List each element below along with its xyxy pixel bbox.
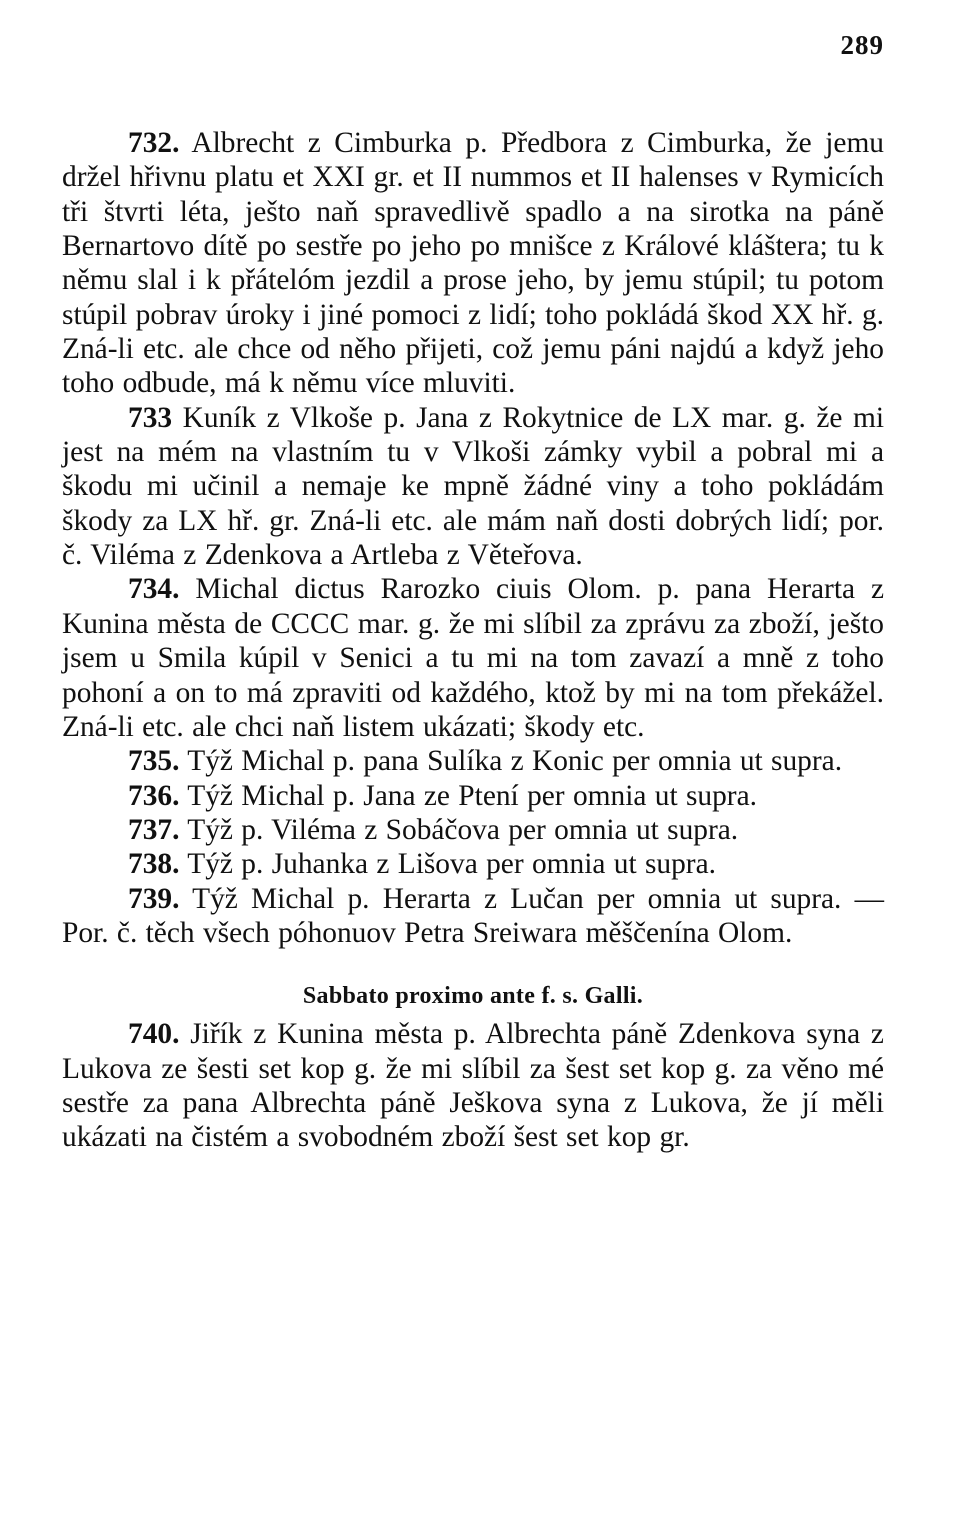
entry-text: Kuník z Vlkoše p. Jana z Rokytnice de LX mar. g. že mi jest na mém na vlastním tu v Vlkoši zámky vybil a pobral mi a škodu mi učinil a nemaje ke mpně žádné viny a toho pokládám škody za LX hř. gr. Zná-li etc. ale mám naň dosti dobrých lidí; por. č. Viléma z Zdenkova a Artleba z Věteřova.	[62, 401, 884, 572]
text-block	[62, 126, 884, 1155]
entry-737	[62, 813, 884, 847]
entry-text: Albrecht z Cimburka p. Předbora z Cimburka, že jemu držel hřivnu platu et XXI gr. et II nummos et II halenses v Rymicích tři štvrti léta, ješto naň spravedlivě spadlo a na sirotka na páně Bernartovo dítě po sestře po jeho po mnišce z Králové kláštera; tu k němu slal i k přátelóm jezdil a prose jeho, by jemu stúpil; tu potom stúpil pobrav úroky i jiné pomoci z lidí; toho pokládá škod XX hř. g. Zná-li etc. ale chce od něho přijeti, což jemu páni najdú a když jeho toho odbude, má k němu více mluviti.	[62, 127, 884, 400]
entry-text: Týž Michal p. pana Sulíka z Konic per omnia ut supra.	[187, 745, 843, 778]
entry-text: Týž p. Juhanka z Lišova per omnia ut supra.	[187, 848, 716, 881]
entry-text: Jiřík z Kunina města p. Albrechta páně Zdenkova syna z Lukova ze šesti set kop g. že mi slíbil za šest set kop g. za věno mé sestře za pana Albrechta páně Ješkova syna z Lukova, že jí měli ukázati na čistém a svobodném zboží šest set kop gr.	[62, 1018, 884, 1154]
section-heading: Sabbato proximo ante f. s. Galli.	[302, 983, 644, 1010]
entry-text: Michal dictus Rarozko ciuis Olom. p. pana Herarta z Kunina města de CCCC mar. g. že mi slíbil za zprávu za zboží, ješto jsem u Smila kúpil v Senici a tu mi na tom zavazí a mně z toho pohoní a on to má zpraviti od každého, ktož by mi na tom překážel. Zná-li etc. ale chci naň listem ukázati; škody etc.	[62, 573, 884, 743]
entry-number: 735.	[128, 745, 180, 778]
entry-number: 736.	[128, 779, 180, 812]
entry-number: 734.	[128, 573, 180, 606]
entry-text: Týž Michal p. Jana ze Ptení per omnia ut supra.	[187, 779, 757, 812]
page-number: 289	[840, 30, 884, 60]
entry-number: 737.	[128, 813, 180, 846]
entry-732	[62, 126, 884, 401]
entry-number: 738.	[128, 848, 180, 881]
entry-number: 733	[128, 401, 173, 434]
entry-number: 732.	[128, 127, 180, 159]
entry-number: 740.	[128, 1018, 180, 1051]
entry-739	[62, 882, 884, 951]
entry-736	[62, 779, 884, 813]
entry-738	[62, 847, 884, 881]
entry-number: 739.	[128, 882, 180, 915]
entry-734	[62, 572, 884, 744]
entry-text: Týž p. Viléma z Sobáčova per omnia ut supra.	[187, 813, 739, 846]
entry-text: Týž Michal p. Herarta z Lučan per omnia ut supra. — Por. č. těch všech póhonuov Petra Sreiwara měščenína Olom.	[62, 882, 884, 949]
entry-733	[62, 401, 884, 573]
entry-740	[62, 1017, 884, 1154]
entry-735	[62, 744, 884, 778]
